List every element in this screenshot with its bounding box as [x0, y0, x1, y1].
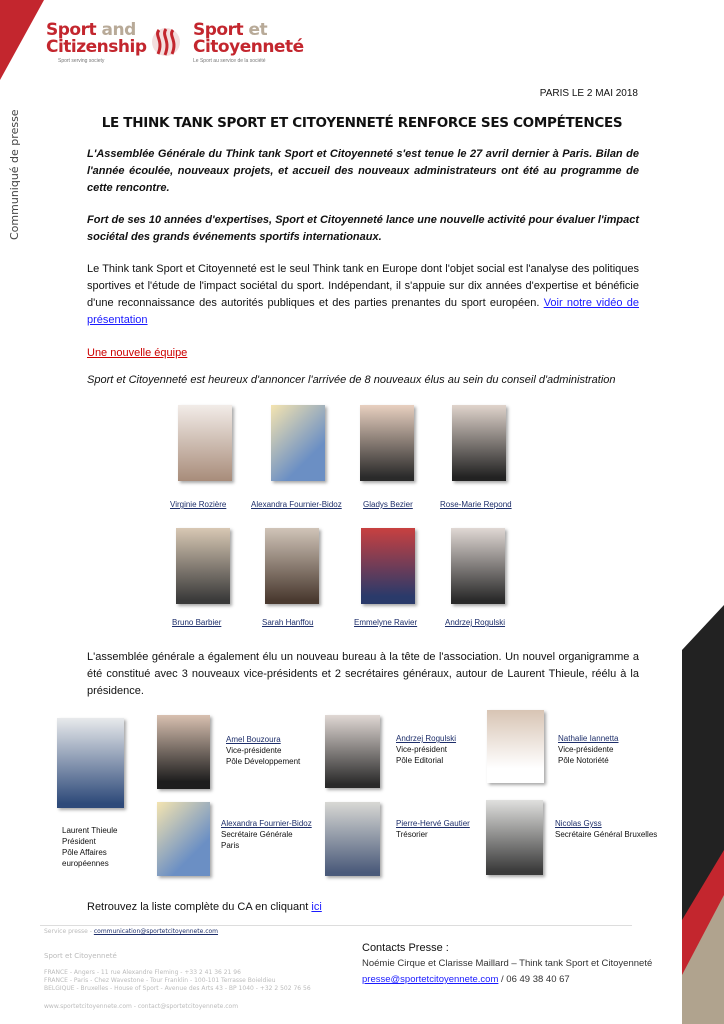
- footer-address: BELGIQUE - Bruxelles - House of Sport - Avenue des Arts 43 - BP 1040 - +32 2 502 76 56: [44, 985, 311, 992]
- president-caption: Laurent Thieule Président Pôle Affaires européennes: [62, 826, 118, 868]
- footer-address: FRANCE - Angers - 11 rue Alexandre Fleming - +33 2 41 36 21 96: [44, 969, 241, 976]
- board-member-link[interactable]: Emmelyne Ravier: [354, 618, 418, 627]
- photo-gladys-bezier: [360, 405, 414, 481]
- photo-pierre-herve-gautier: [325, 802, 380, 876]
- photo-virginie-roziere: [178, 405, 232, 481]
- board-intro: Sport et Citoyenneté est heureux d'annoncer l'arrivée de 8 nouveaux élus au sein du conseil d'administration: [87, 374, 616, 386]
- logo-sport-and-citizenship: Sport and Citizenship Sport serving society: [46, 20, 147, 64]
- photo-emmelyne-ravier: [361, 528, 415, 604]
- board-member-link[interactable]: Bruno Barbier: [172, 618, 222, 627]
- bureau-caption: Amel Bouzoura Vice-présidente Pôle Développement: [226, 735, 301, 766]
- footer-divider: [40, 925, 632, 926]
- full-list-line: Retrouvez la liste complète du CA en cliquant ici: [87, 901, 322, 913]
- board-member-link[interactable]: Rose-Marie Repond: [440, 500, 512, 509]
- section-heading: Une nouvelle équipe: [87, 347, 188, 359]
- photo-sarah-hanffou: [265, 528, 319, 604]
- photo-andrzej-rogulski-bureau: [325, 715, 380, 788]
- body-paragraph-1: Le Think tank Sport et Citoyenneté est le seul Think tank en Europe dont l'objet social est l'analyse des politiques sportives et l'étude de l'impact sociétal du sport. Indépendant, il s'appuie sur dix années d'expertise et bénéficie d'une reconnaissance des autorités publiques et des parties prenantes du sport européen. Voir notre vidéo de présentation: [87, 263, 639, 326]
- board-member-link[interactable]: Alexandra Fournier-Bidoz: [251, 500, 342, 509]
- footer-address: FRANCE - Paris - Chez Wavestone - Tour Franklin - 100-101 Terrasse Boieldieu: [44, 977, 276, 984]
- photo-laurent-thieule: [57, 718, 124, 808]
- photo-amel-bouzoura: [157, 715, 210, 789]
- photo-nicolas-gyss: [486, 800, 543, 875]
- photo-rose-marie-repond: [452, 405, 506, 481]
- decorative-stripe: [682, 600, 724, 1024]
- video-link[interactable]: Voir notre vidéo de présentation: [87, 297, 639, 326]
- board-member-link[interactable]: Andrzej Rogulski: [445, 618, 506, 627]
- bureau-caption: Nicolas Gyss Secrétaire Général Bruxelles: [555, 819, 658, 839]
- press-date: PARIS LE 2 MAI 2018: [539, 88, 638, 99]
- lead-paragraph-1: L'Assemblée Générale du Think tank Sport et Citoyenneté s'est tenue le 27 avril dernier à Paris. Bilan de l'année écoulée, nouveaux projets, et accueil des nouveaux administrateurs ont été au programme de cette rencontre.: [87, 148, 639, 194]
- full-list-link[interactable]: ici: [311, 901, 322, 913]
- logo-emblem-icon: [150, 26, 182, 58]
- bureau-caption: Nathalie Iannetta Vice-présidente Pôle Notoriété: [558, 734, 619, 765]
- bureau-intro: L'assemblée générale a également élu un nouveau bureau à la tête de l'association. Un nouvel organigramme a été constitué avec 3 nouveaux vice-présidents et 2 secrétaires généraux, autour de Laurent Thieule, réélu à la présidence.: [87, 651, 639, 697]
- bureau-caption: Andrzej Rogulski Vice-président Pôle Editorial: [396, 734, 457, 765]
- page-title: LE THINK TANK SPORT ET CITOYENNETÉ RENFORCE SES COMPÉTENCES: [101, 115, 623, 131]
- press-email-link[interactable]: presse@sportetcitoyennete.com: [362, 974, 499, 985]
- corner-decoration: [0, 0, 44, 80]
- footer-org-name: Sport et Citoyenneté: [44, 952, 117, 960]
- footer-web: www.sportetcitoyennete.com - contact@sportetcitoyennete.com: [44, 1003, 239, 1010]
- press-contacts: Contacts Presse : Noémie Cirque et Clarisse Maillard – Think tank Sport et Citoyenneté presse@sportetcitoyennete.com / 06 49 38 40 67: [362, 942, 653, 985]
- photo-nathalie-iannetta: [487, 710, 544, 783]
- side-label: Communiqué de presse: [8, 109, 21, 240]
- bureau-caption: Alexandra Fournier-Bidoz Secrétaire Générale Paris: [221, 819, 312, 850]
- photo-alexandra-fournier-bidoz: [271, 405, 325, 481]
- press-service: Service presse - communication@sportetcitoyennete.com: [44, 928, 219, 935]
- press-service-email[interactable]: communication@sportetcitoyennete.com: [93, 928, 219, 935]
- photo-alexandra-fournier-bidoz-bureau: [157, 802, 210, 876]
- logo-sport-et-citoyennete: Sport et Citoyenneté Le Sport au service de la société: [193, 20, 304, 64]
- board-member-link[interactable]: Gladys Bezier: [363, 500, 413, 509]
- photo-bruno-barbier: [176, 528, 230, 604]
- lead-paragraph-2: Fort de ses 10 années d'expertises, Sport et Citoyenneté lance une nouvelle activité pour évaluer l'impact sociétal des grands événements sportifs internationaux.: [87, 214, 639, 243]
- board-member-link[interactable]: Virginie Rozière: [170, 500, 227, 509]
- photo-andrzej-rogulski: [451, 528, 505, 604]
- bureau-caption: Pierre-Hervé Gautier Trésorier: [396, 819, 470, 839]
- board-member-link[interactable]: Sarah Hanffou: [262, 618, 314, 627]
